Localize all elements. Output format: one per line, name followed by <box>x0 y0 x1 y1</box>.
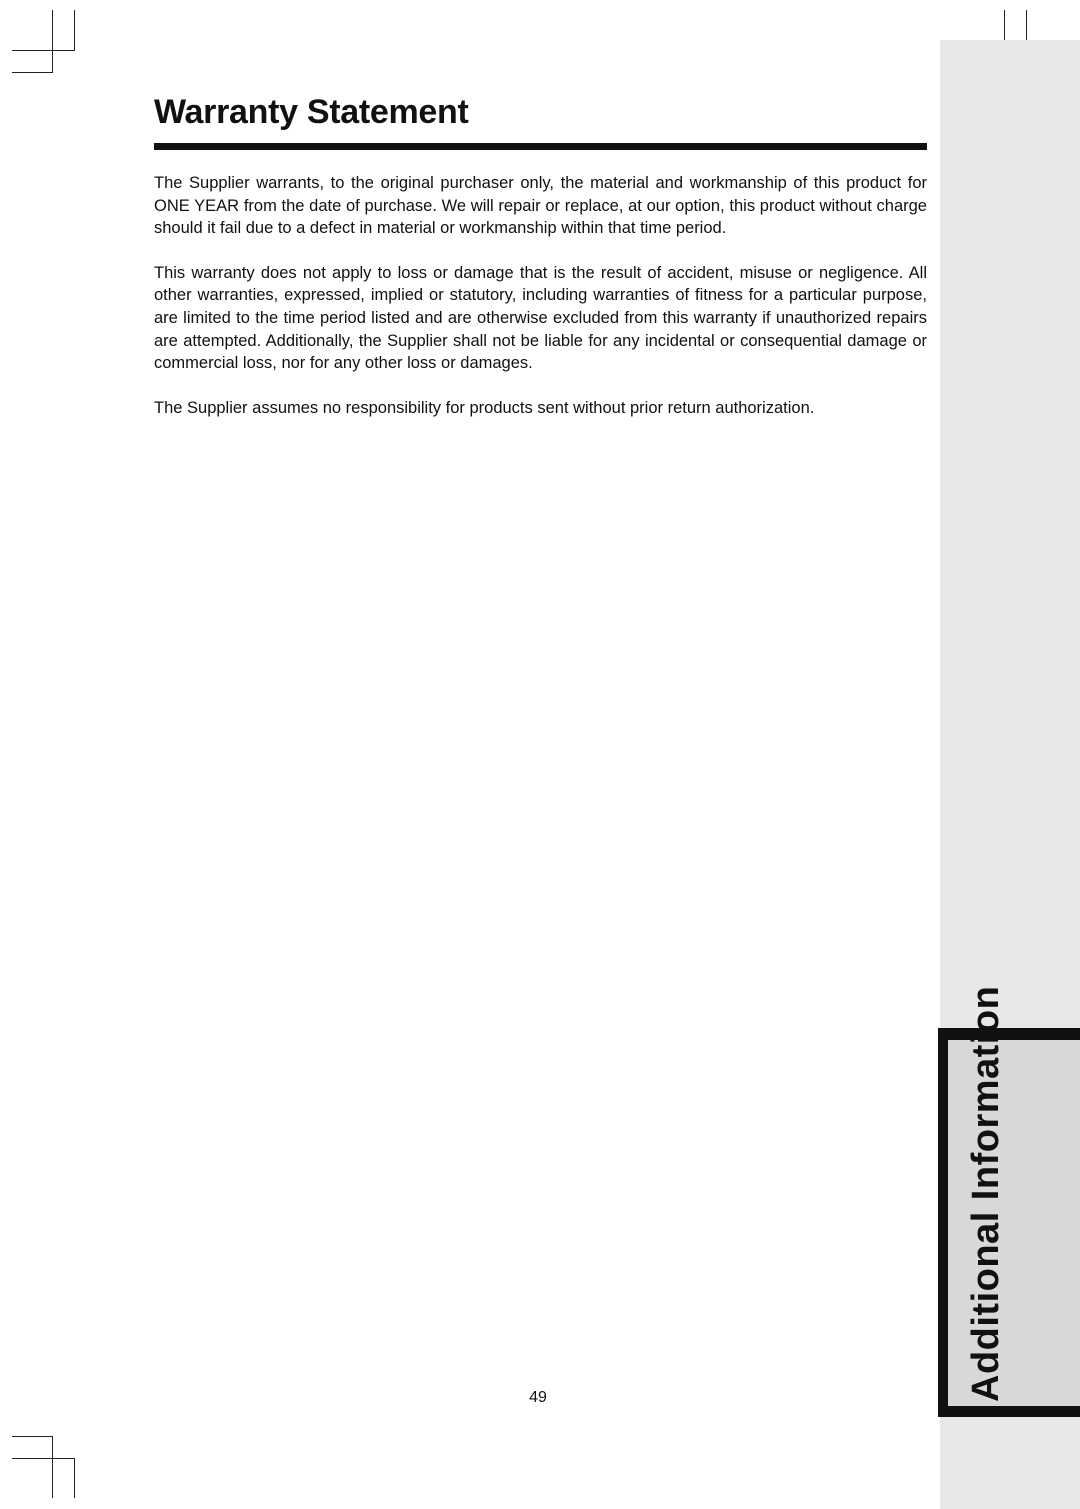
paragraph-warranty-exclusions: This warranty does not apply to loss or damage that is the result of accident, misuse or negligence. All other warranties, expressed, implied or statutory, including warranties of fitness for a particular purpose, are limited to the time period listed and are otherwise excluded from this warranty if unauthorized repairs are attempted. Additionally, the Supplier shall not be liable for any incidental or consequential damage or commercial loss, nor for any other loss or damages. <box>154 263 927 373</box>
title-rule <box>154 143 927 150</box>
crop-mark <box>12 50 75 51</box>
page-number: 49 <box>529 1389 547 1406</box>
page-title: Warranty Statement <box>154 93 469 131</box>
crop-mark <box>52 10 53 73</box>
crop-mark <box>74 1458 75 1498</box>
crop-mark <box>74 10 75 50</box>
crop-mark <box>52 1436 53 1498</box>
crop-mark <box>12 1458 75 1459</box>
paragraph-return-authorization: The Supplier assumes no responsibility for products sent without prior return authorization. <box>154 398 815 417</box>
crop-mark <box>12 1436 52 1437</box>
crop-mark <box>12 72 52 73</box>
section-tab-label: Additional Information <box>965 985 1007 1402</box>
paragraph-warranty-coverage: The Supplier warrants, to the original purchaser only, the material and workmanship of this product for ONE YEAR from the date of purchase. We will repair or replace, at our option, this product without charge should it fail due to a defect in material or workmanship within that time period. <box>154 174 927 238</box>
body-text <box>154 172 927 441</box>
